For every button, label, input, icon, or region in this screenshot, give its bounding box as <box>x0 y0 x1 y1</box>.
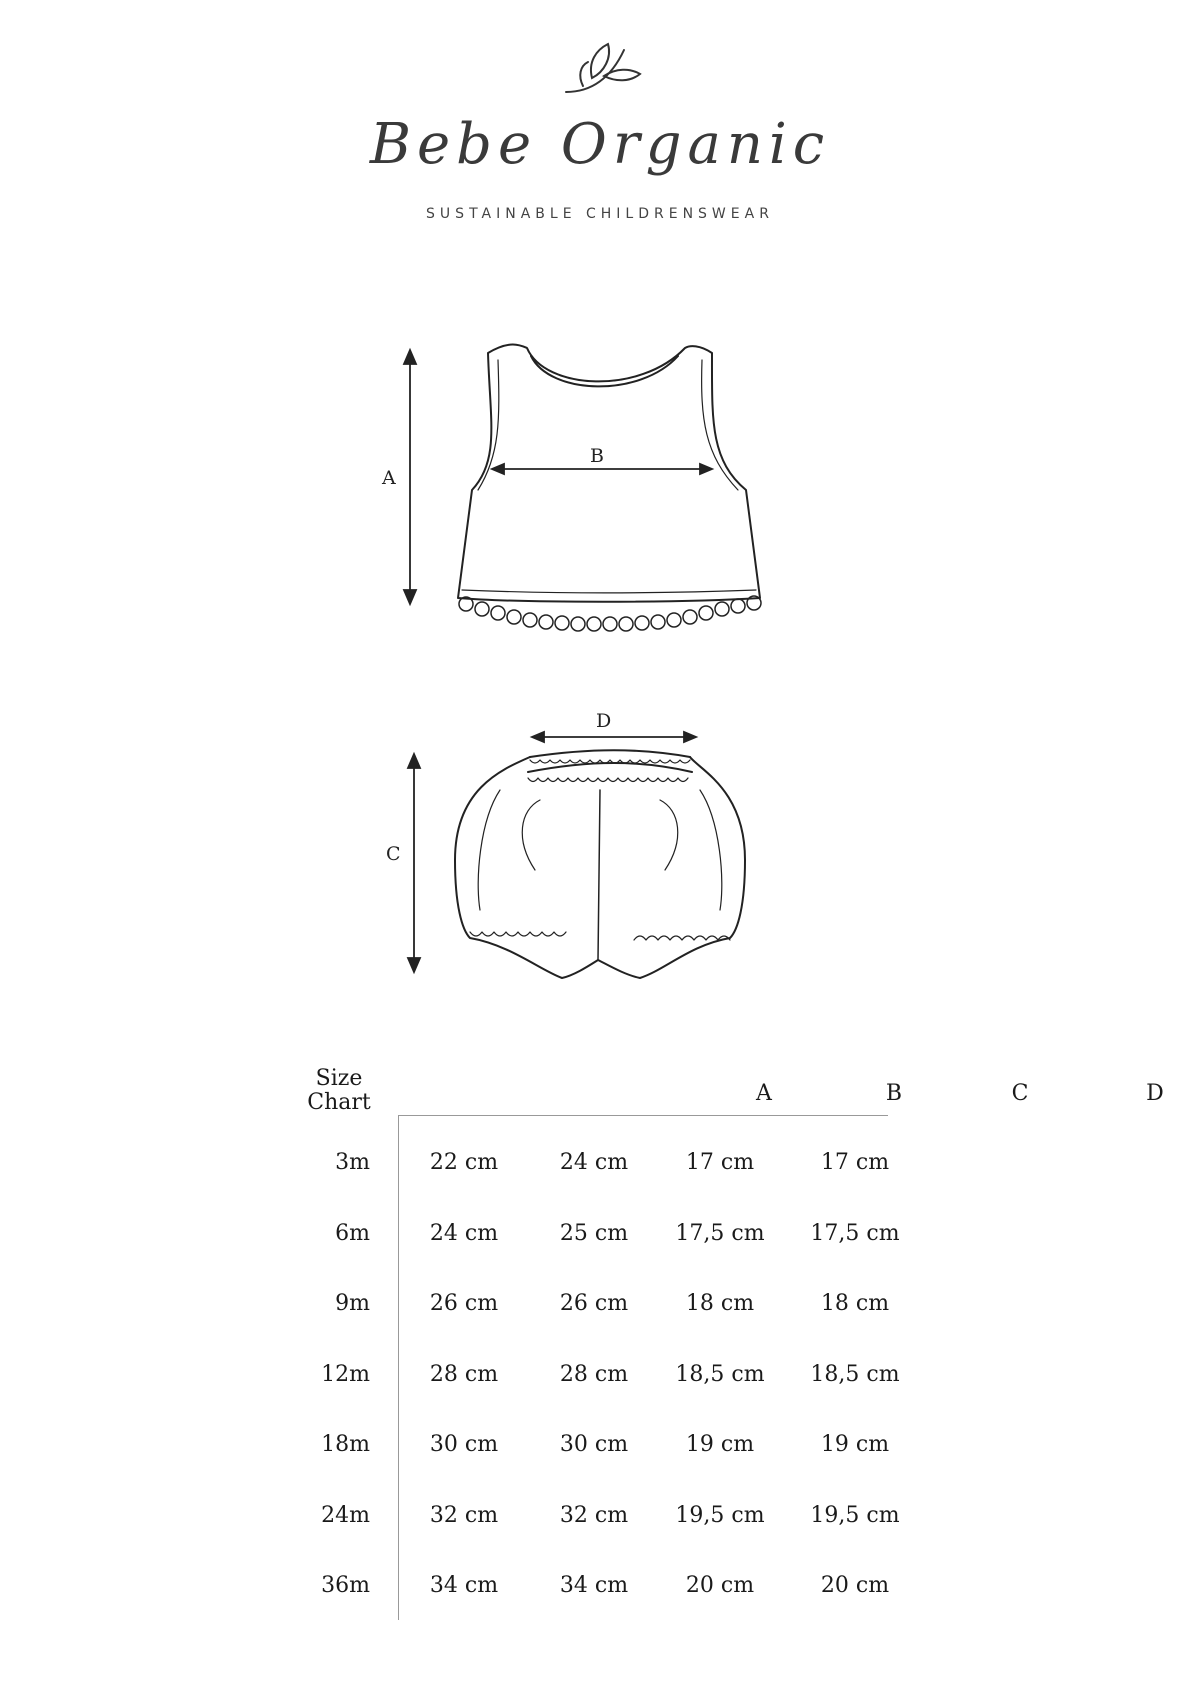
brand-tagline: SUSTAINABLE CHILDRENSWEAR <box>426 206 774 222</box>
corner-line-2: Chart <box>307 1090 371 1115</box>
measurement-cell-a: 24 cm <box>429 1220 499 1246</box>
table-row <box>0 1150 1200 1190</box>
column-header-b: B <box>885 1081 903 1106</box>
measurement-cell-a: 28 cm <box>429 1361 499 1387</box>
measurement-cell-c: 18,5 cm <box>675 1361 765 1387</box>
measurement-cell-a: 30 cm <box>429 1432 499 1457</box>
measurement-cell-b: 26 cm <box>559 1291 629 1316</box>
row-size-label: 24m <box>321 1502 370 1528</box>
row-size-label: 18m <box>321 1432 370 1457</box>
column-header-a: A <box>756 1081 772 1106</box>
table-corner-label <box>294 1067 384 1115</box>
label-c: C <box>386 843 401 865</box>
measurement-cell-b: 28 cm <box>559 1361 629 1387</box>
label-a: A <box>382 467 396 489</box>
column-header-d: D <box>1146 1081 1164 1106</box>
measurement-cell-d: 17,5 cm <box>810 1220 900 1246</box>
table-row <box>0 1291 1200 1331</box>
measurement-cell-c: 18 cm <box>685 1291 755 1316</box>
measurement-cell-c: 17,5 cm <box>675 1220 765 1246</box>
measurement-cell-c: 17 cm <box>685 1150 755 1175</box>
measurement-cell-a: 34 cm <box>429 1573 499 1598</box>
measurement-cell-c: 19,5 cm <box>675 1502 765 1528</box>
measurement-cell-c: 20 cm <box>685 1573 755 1598</box>
table-row <box>0 1362 1200 1402</box>
row-size-label: 9m <box>335 1291 370 1316</box>
brand-name: Bebe Organic <box>369 112 831 177</box>
measurement-cell-d: 17 cm <box>820 1150 890 1175</box>
measurement-cell-d: 19 cm <box>820 1432 890 1457</box>
measurement-cell-d: 18 cm <box>820 1291 890 1316</box>
measurement-cell-d: 18,5 cm <box>810 1361 900 1387</box>
label-d: D <box>596 710 612 732</box>
measurement-cell-b: 30 cm <box>559 1432 629 1457</box>
row-size-label: 36m <box>321 1573 370 1598</box>
measurement-cell-d: 19,5 cm <box>810 1502 900 1528</box>
measurement-cell-d: 20 cm <box>820 1573 890 1598</box>
measurement-cell-b: 24 cm <box>559 1150 629 1175</box>
table-row <box>0 1432 1200 1472</box>
corner-line-1: Size <box>315 1066 363 1091</box>
row-size-label: 3m <box>335 1150 370 1175</box>
measurement-cell-a: 22 cm <box>429 1150 499 1175</box>
table-header-rule <box>398 1115 888 1116</box>
table-row <box>0 1503 1200 1543</box>
row-size-label: 12m <box>321 1361 370 1387</box>
measurement-cell-a: 32 cm <box>429 1502 499 1528</box>
measurement-cell-a: 26 cm <box>429 1291 499 1316</box>
measurement-cell-b: 25 cm <box>559 1220 629 1246</box>
bloomer-outline <box>455 750 745 978</box>
column-header-c: C <box>1011 1081 1029 1106</box>
measurement-cell-b: 32 cm <box>559 1502 629 1528</box>
table-row <box>0 1221 1200 1261</box>
measurement-cell-b: 34 cm <box>559 1573 629 1598</box>
label-b: B <box>590 445 604 467</box>
table-row <box>0 1573 1200 1613</box>
dimension-arrow-d <box>532 732 696 742</box>
row-size-label: 6m <box>335 1220 370 1246</box>
dimension-arrow-a <box>404 350 416 604</box>
dimension-arrow-c <box>408 754 420 972</box>
measurement-cell-c: 19 cm <box>685 1432 755 1457</box>
